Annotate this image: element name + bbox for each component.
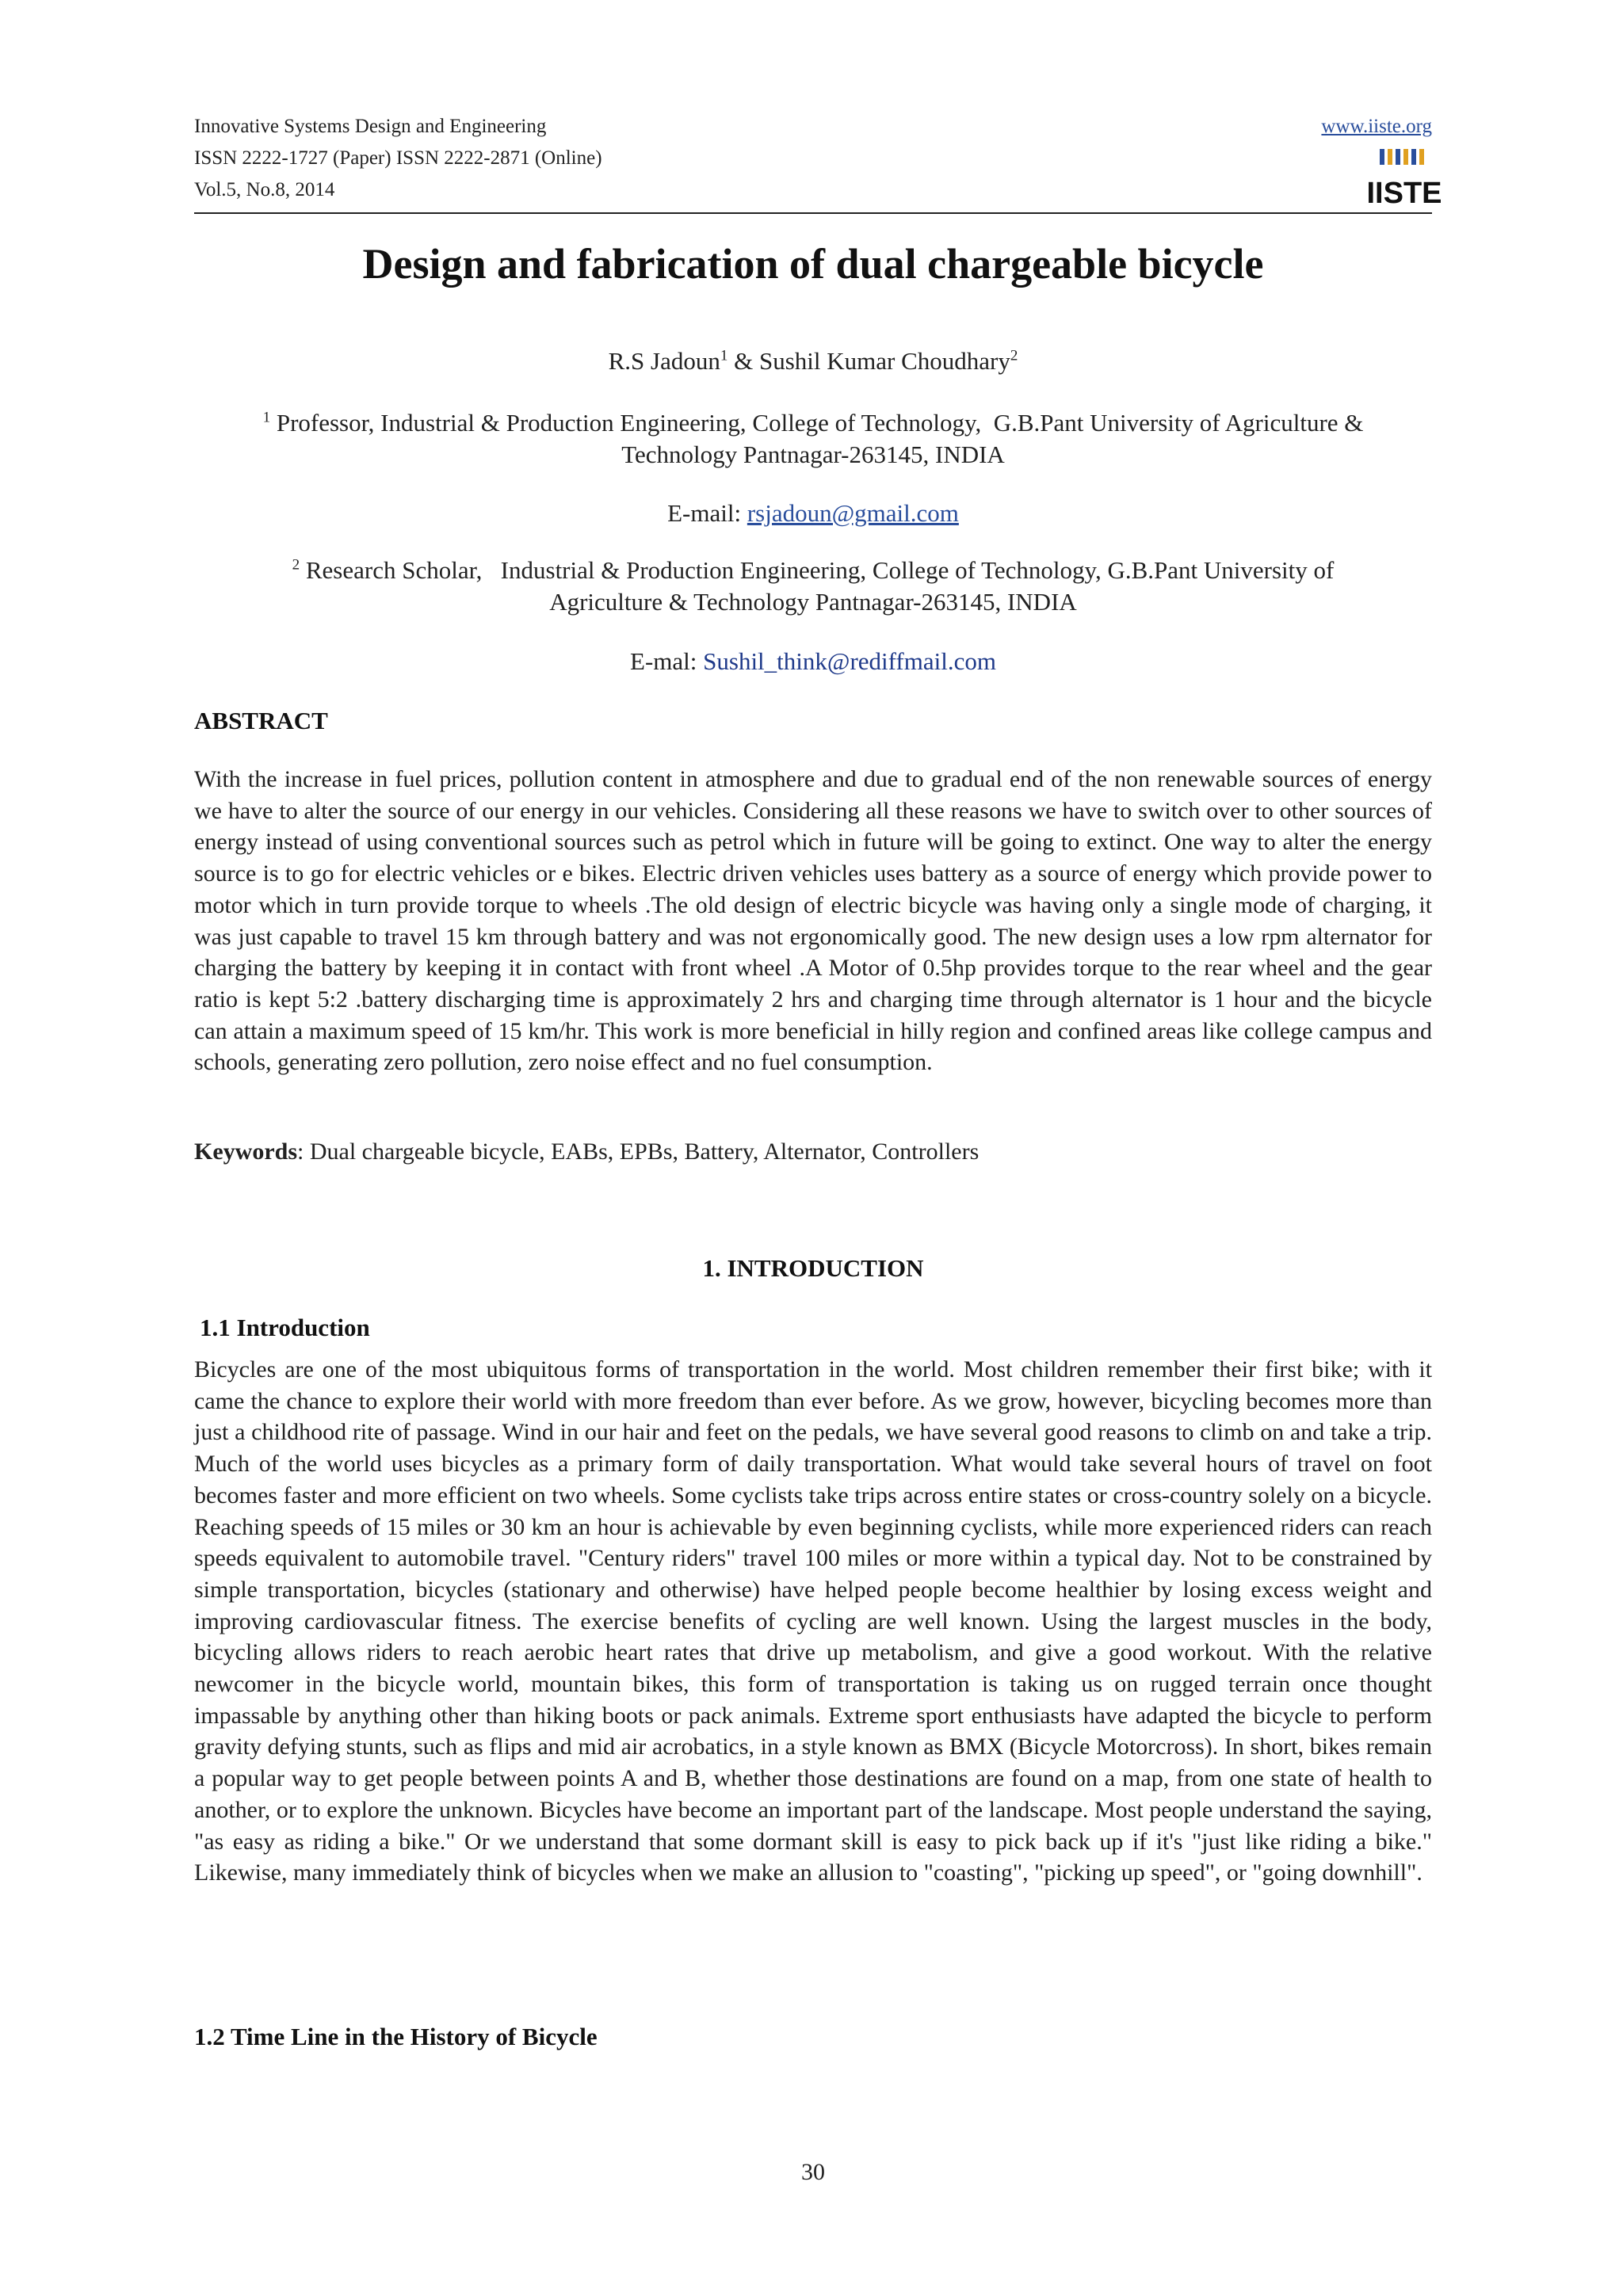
journal-url-link[interactable]: www.iiste.org [1321,116,1432,137]
keywords-text: : Dual chargeable bicycle, EABs, EPBs, Battery, Alternator, Controllers [297,1138,980,1165]
keywords-line [194,1136,1432,1168]
journal-header [194,111,1442,214]
author-1-sup: 1 [720,347,728,364]
affiliation-2-sup: 2 [292,556,300,574]
email-2-value[interactable]: Sushil_think@rediffmail.com [703,647,996,675]
author-1: R.S Jadoun [608,347,720,375]
affiliation-2-line-2: Agriculture & Technology Pantnagar-263145, INDIA [549,588,1077,616]
iiste-logo-icon [1366,147,1442,210]
keywords-label: Keywords [194,1138,297,1165]
email-1-label: E-mail: [667,499,747,527]
author-2-sup: 2 [1010,347,1018,364]
email-1 [194,498,1432,529]
abstract-text: With the increase in fuel prices, pollution content in atmosphere and due to gradual end of the non renewable sources of energy we have to alter the source of our energy in our vehicles. Considering all these reasons we have to switch over to other sources of energy instead of using conventional sources such as petrol which in future will be going to extinct. One way to alter the energy source is to go for electric vehicles or e bikes. Electric driven vehicles uses battery as a source of energy which provide power to motor which in turn provide torque to wheels .The old design of electric bicycle was having only a single mode of charging, it was just capable to travel 15 km through battery and was not ergonomically good. The new design uses a low rpm alternator for charging the battery by keeping it in contact with front wheel .A Motor of 0.5hp provides torque to the rear wheel and the gear ratio is kept 5:2 .battery discharging time is approximately 2 hrs and charging time through alternator is 1 hour and the bicycle can attain a maximum speed of 15 km/hr. This work is more beneficial in hilly region and confined areas like college campus and schools, generating zero pollution, zero noise effect and no fuel consumption. [194,766,1432,1076]
email-1-link[interactable]: rsjadoun@gmail.com [747,499,959,527]
introduction-text: Bicycles are one of the most ubiquitous forms of transportation in the world. Most children remember their first bike; with it came the chance to explore their world with more freedom than ever before. As we grow, however, bicycling becomes more than just a childhood rite of passage. Wind in our hair and feet on the pedals, we have several good reasons to climb on and take a trip. Much of the world uses bicycles as a primary form of daily transportation. What would take several hours of travel on foot becomes faster and more efficient on two wheels. Some cyclists take trips across entire states or cross-country solely on a bicycle. Reaching speeds of 15 miles or 30 km an hour is achievable by even beginning cyclists, while more experienced riders can reach speeds equivalent to automobile travel. "Century riders" travel 100 miles or more within a typical day. Not to be constrained by simple transportation, bicycles (stationary and otherwise) have helped people become healthier by losing excess weight and improving cardiovascular fitness. The exercise benefits of cycling are well known. Using the largest muscles in the body, bicycling allows riders to reach aerobic heart rates that drive up metabolism, and give a good workout. With the relative newcomer in the bicycle world, mountain bikes, this form of transportation is taking us on rugged terrain once thought impassable by anything other than hiking boots or pack animals. Extreme sport enthusiasts have adapted the bicycle to perform gravity defying stunts, such as flips and mid air acrobatics, in a style known as BMX (Bicycle Motorcross). In short, bikes remain a popular way to get people between points A and B, whether those destinations are found on a map, from one state of health to another, or to explore the unknown. Bicycles have become an important part of the landscape. Most people understand the saying, "as easy as riding a bike." Or we understand that some dormant skill is easy to pick back up if it's "just like riding a bike." Likewise, many immediately think of bicycles when we make an allusion to "coasting", "picking up speed", or "going downhill". [194,1356,1432,1886]
authors-line [194,345,1432,377]
affiliation-1-line-1: Professor, Industrial & Production Engineering, College of Technology, G.B.Pant University of Agriculture & [270,409,1364,437]
journal-volume: Vol.5, No.8, 2014 [194,179,335,200]
journal-issn: ISSN 2222-1727 (Paper) ISSN 2222-2871 (Online) [194,147,602,169]
author-joiner: & [727,347,759,375]
email-2-label: E-mal: [630,647,704,675]
affiliation-1-line-2: Technology Pantnagar-263145, INDIA [621,441,1005,468]
paper-title: Design and fabrication of dual chargeable bicycle [362,240,1264,288]
author-2: Sushil Kumar Choudhary [759,347,1010,375]
affiliation-1-sup: 1 [262,409,271,426]
svg-text:IISTE: IISTE [1366,177,1442,210]
page-number: 30 [801,2159,825,2185]
affiliation-2-line-1: Research Scholar, Industrial & Production Engineering, College of Technology, G.B.Pant University of [300,556,1335,584]
subsection-1-1-heading: 1.1 Introduction [200,1314,370,1341]
abstract-heading: ABSTRACT [194,707,328,734]
journal-name: Innovative Systems Design and Engineering [194,116,547,137]
subsection-1-2-heading: 1.2 Time Line in the History of Bicycle [194,2023,598,2050]
affiliation-2 [194,555,1432,618]
email-2 [194,646,1432,677]
affiliation-1 [194,407,1432,471]
introduction-heading: 1. INTRODUCTION [702,1254,924,1282]
